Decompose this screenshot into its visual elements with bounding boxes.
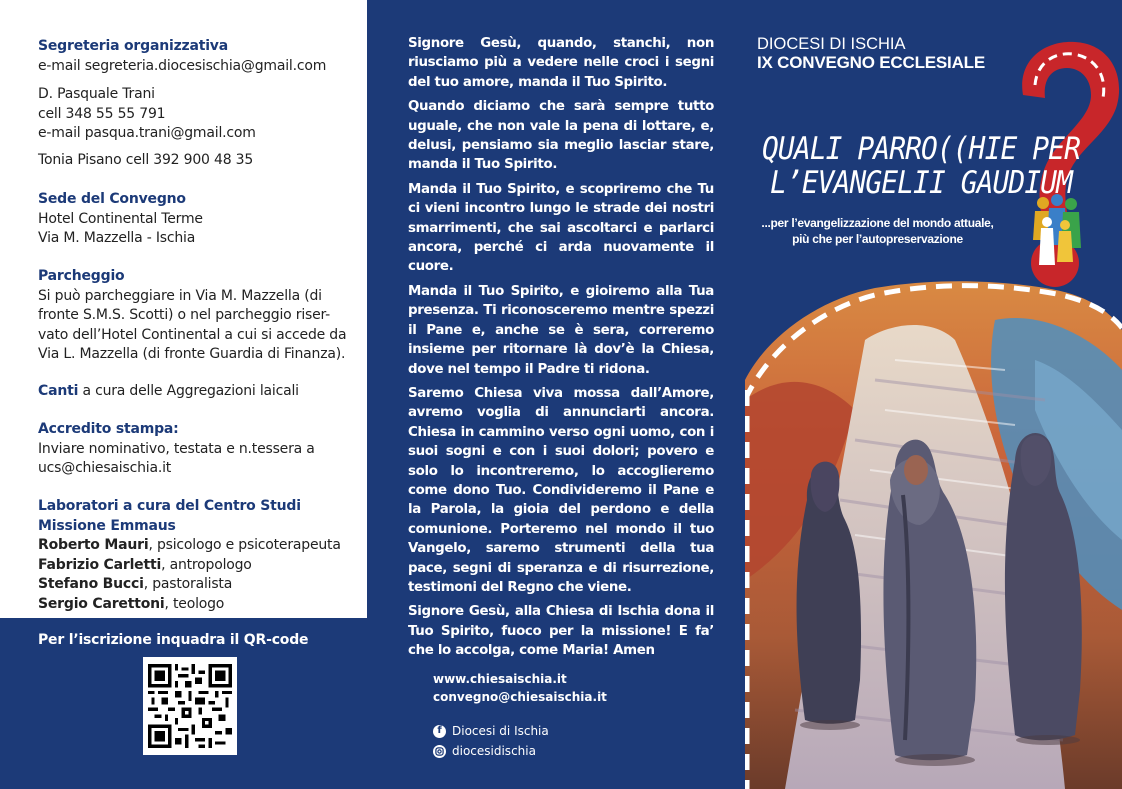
laboratori-person — [38, 556, 341, 576]
sede-title: Sede del Convegno — [38, 191, 186, 207]
right-panel — [745, 0, 1122, 789]
contact-pisano-block — [38, 151, 253, 171]
sede-line1: Hotel Continental Terme — [38, 210, 203, 227]
web-contacts — [433, 670, 607, 706]
person-name: Roberto Mauri — [38, 537, 149, 553]
subtitle-line2: più che per l’autopreservazione — [792, 232, 963, 246]
subtitle-line1: ...per l’evangelizzazione del mondo attuale, — [761, 216, 994, 230]
parcheggio-title: Parcheggio — [38, 268, 125, 284]
facebook-icon: f — [433, 725, 446, 738]
qr-code-graphic — [148, 662, 232, 750]
segreteria-title: Segreteria organizzativa — [38, 38, 228, 54]
facebook-link[interactable] — [433, 721, 549, 741]
segreteria-email[interactable]: e-mail segreteria.diocesischia@gmail.com — [38, 57, 327, 74]
main-title-line1: QUALI PARRO((HIE PER — [762, 131, 1080, 167]
contact-trani-cell: cell 348 55 55 791 — [38, 105, 166, 122]
accredito-line1: Inviare nominativo, testata e n.tessera a — [38, 440, 315, 457]
prayer-paragraph: Signore Gesù, quando, stanchi, non riusciamo più a vedere nelle croci i segni del tuo amore, manda il Tuo Spirito. — [408, 36, 714, 90]
main-title-line2: L’EVANGELII GAUDIUM — [769, 165, 1073, 201]
instagram-label: diocesidischia — [452, 744, 536, 758]
sede-block — [38, 190, 203, 249]
instagram-link[interactable] — [433, 741, 549, 761]
subtitle — [755, 215, 1000, 247]
email-link[interactable]: convegno@chiesaischia.it — [433, 690, 607, 704]
accredito-block — [38, 420, 315, 479]
social-links — [433, 721, 549, 761]
prayer-text — [408, 34, 714, 666]
laboratori-person — [38, 536, 341, 556]
facebook-label: Diocesi di Ischia — [452, 724, 549, 738]
contact-trani-email[interactable]: e-mail pasqua.trani@gmail.com — [38, 125, 256, 141]
person-role: , teologo — [164, 595, 225, 612]
parcheggio-line: vato dell’Hotel Continental a cui si accede da — [38, 326, 347, 343]
qr-caption: Per l’iscrizione inquadra il QR-code — [38, 632, 309, 648]
person-name: Stefano Bucci — [38, 576, 144, 592]
segreteria-block — [38, 37, 326, 76]
website-link[interactable]: www.chiesaischia.it — [433, 672, 567, 686]
prayer-paragraph: Manda il Tuo Spirito, e gioiremo alla Tua presenza. Ti riconosceremo mentre spezzi il Pane e, anche se è sera, correremo insieme per ritornare là dov’è la Chiesa, dove nel tempo il Padre ti ridona. — [408, 283, 714, 377]
person-role: , pastoralista — [143, 576, 233, 592]
laboratori-subtitle: Missione Emmaus — [38, 517, 176, 534]
convegno-title: IX CONVEGNO ECCLESIALE — [757, 53, 985, 72]
laboratori-block — [38, 497, 341, 614]
main-title — [759, 132, 1083, 200]
contact-pisano: Tonia Pisano cell 392 900 48 35 — [38, 152, 254, 168]
laboratori-person — [38, 595, 341, 615]
prayer-paragraph: Saremo Chiesa viva mossa dall’Amore, avremo voglia di annunciarti ancora. Chiesa in cammino verso ogni uomo, con i suoi sogni e con i suoi dolori; povero e solo lo incontreremo, lo accoglieremo come dono Tuo. Condivideremo il Pane e la Parola, la gioia del perdono e della comunione. Porteremo nel mondo il tuo Vangelo, saremo strumenti della tua pace, segni di speranza e di risurrezione, testimoni del Regno che viene. — [408, 385, 714, 595]
prayer-paragraph: Quando diciamo che sarà sempre tutto uguale, che non vale la pena di lottare, e, delusi, pensiamo sia meglio lasciar stare, manda il Tuo Spirito. — [408, 99, 714, 173]
instagram-icon — [433, 745, 446, 758]
canti-label: Canti — [38, 383, 79, 399]
laboratori-person — [38, 575, 341, 595]
canti-text: a cura delle Aggregazioni laicali — [78, 383, 299, 399]
diocesi-header: DIOCESI DI ISCHIA — [757, 35, 906, 53]
parcheggio-line: Via L. Mazzella (di fronte Guardia di Finanza). — [38, 346, 346, 362]
accredito-title: Accredito stampa: — [38, 421, 179, 437]
prayer-paragraph: Manda il Tuo Spirito, e scopriremo che Tu ci vieni incontro lungo le strade dei nostri smarrimenti, che sai ascoltarci e parlarci ancora, perché ci arda nuovamente il cuore. — [408, 181, 714, 275]
middle-panel — [367, 0, 745, 789]
laboratori-title: Laboratori a cura del Centro Studi — [38, 498, 301, 514]
person-name: Sergio Carettoni — [38, 595, 165, 612]
qr-code[interactable] — [143, 657, 237, 755]
accredito-email[interactable]: ucs@chiesaischia.it — [38, 460, 172, 476]
contact-trani-block — [38, 85, 256, 144]
person-role: , antropologo — [161, 556, 252, 573]
canti-block — [38, 382, 299, 402]
prayer-paragraph: Signore Gesù, alla Chiesa di Ischia dona il Tuo Spirito, fuoco per la missione! E fa’ che lo accolga, come Maria! Amen — [408, 604, 714, 659]
left-panel — [0, 0, 367, 789]
parcheggio-block — [38, 267, 346, 365]
sede-line2: Via M. Mazzella - Ischia — [38, 230, 196, 246]
parcheggio-line: Si può parcheggiare in Via M. Mazzella (di — [38, 287, 322, 304]
person-name: Fabrizio Carletti — [38, 556, 162, 573]
person-role: , psicologo e psicoterapeuta — [148, 537, 341, 553]
contact-trani-name: D. Pasquale Trani — [38, 86, 155, 102]
cover-painting — [745, 280, 1122, 789]
parcheggio-line: fronte S.M.S. Scotti) o nel parcheggio riser- — [38, 307, 331, 323]
